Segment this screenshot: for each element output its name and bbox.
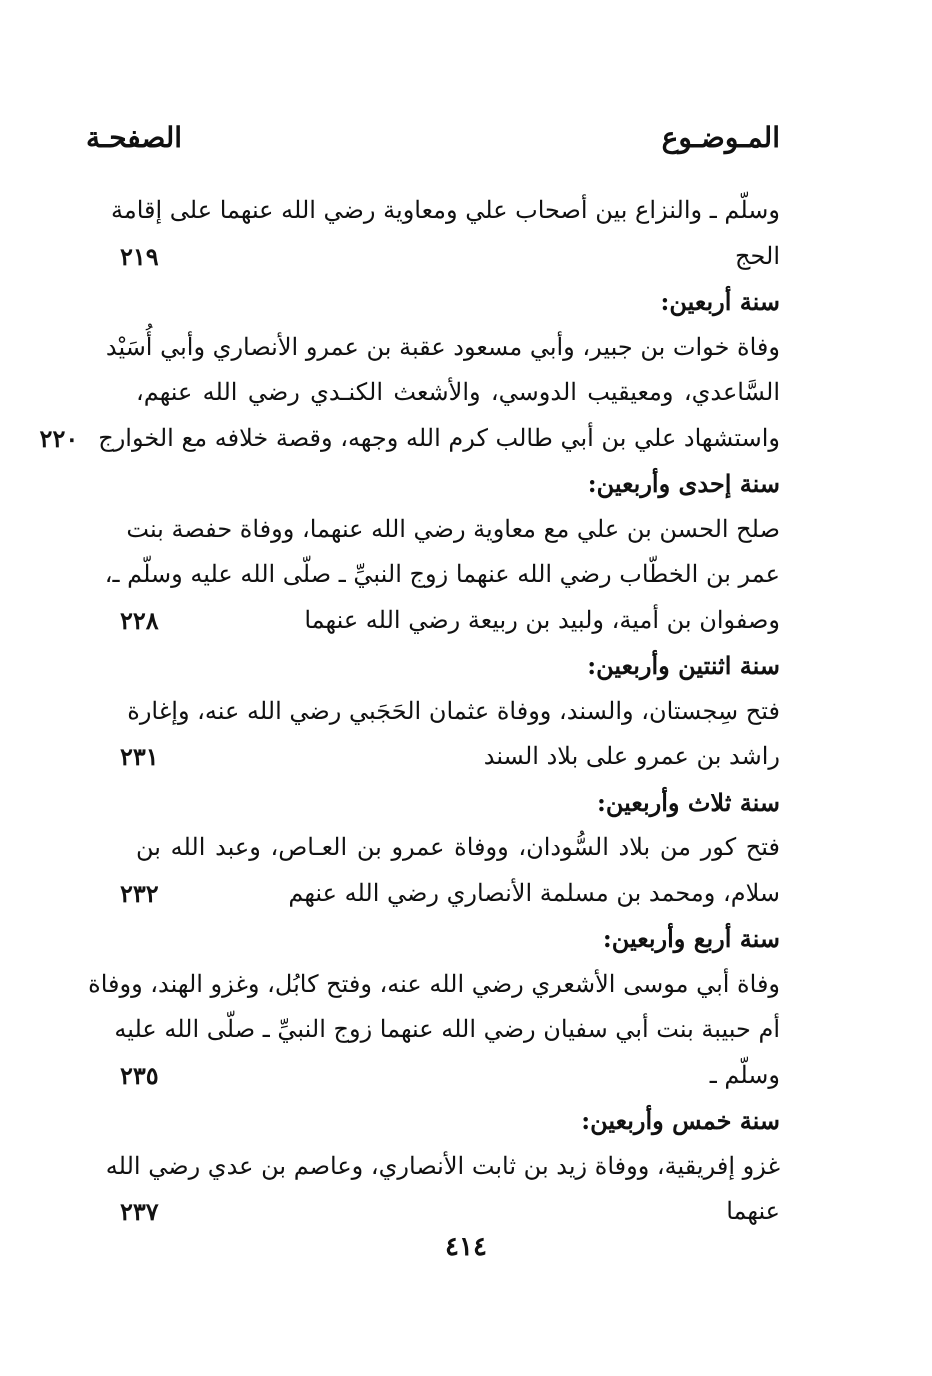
text-line: أم حبيبة بنت أبي سفيان رضي الله عنهما زوج النبيِّ ـ صلّى الله عليه [114,1015,780,1043]
year-heading: سنة ثلاث وأربعين: [597,787,780,817]
dot-leader [169,1200,717,1224]
dot-leader [169,244,725,268]
toc-page-number: ٢٢٨ [120,605,159,635]
toc-entry [120,1053,780,1099]
year-heading: سنة أربع وأربعين: [602,924,780,953]
toc-page-number: ٢٢٠ [39,423,79,453]
toc-entry [120,234,780,280]
text-line: فتح سِجستان، والسند، ووفاة عثمان الحَجَبي رضي الله عنه، وإغارة [127,696,780,725]
page-number: ٤١٤ [445,1232,487,1262]
toc-entry-text: وسلّم ـ [709,1060,780,1089]
year-heading: سنة أربعين: [660,287,780,316]
toc-entry-text: وصفوان بن أمية، ولبيد بن ربيعة رضي الله عنهما [304,605,780,634]
text-line: وفاة خوات بن جبير، وأبي مسعود عقبة بن عمرو الأنصاري وأبي أُسَيْد [105,332,780,361]
dot-leader [169,1063,700,1087]
table-of-contents [39,188,780,1235]
toc-entry [39,416,780,462]
year-heading: سنة خمس وأربعين: [581,1106,780,1135]
toc-entry-text: واستشهاد علي بن أبي طالب كرم الله وجهه، وقصة خلافه مع الخوارج [98,423,780,452]
toc-page-number: ٢٣٢ [120,878,159,908]
toc-page-number: ٢٣٥ [120,1060,159,1090]
text-line: غزو إفريقية، ووفاة زيد بن ثابت الأنصاري، وعاصم بن عدي رضي الله [105,1151,780,1180]
page-column-label: الصفحـة [86,120,183,154]
toc-page-number: ٢٣١ [120,742,159,771]
column-header [86,112,780,162]
toc-entry [120,598,780,644]
toc-entry [120,871,780,917]
dot-leader [169,881,279,905]
text-line: عمر بن الخطّاب رضي الله عنهما زوج النبيِّ ـ صلّى الله عليه وسلّم ـ، [104,560,780,588]
text-line: صلح الحسن بن علي مع معاوية رضي الله عنهما، ووفاة حفصة بنت [126,514,780,543]
toc-page-number: ٢٣٧ [120,1197,159,1226]
toc-entry [120,1189,780,1235]
text-line: فتح كور من بلاد السُّودان، ووفاة عمرو بن العـاص، وعبد الله بن [136,833,780,861]
toc-entry-text: راشد بن عمرو على بلاد السند [483,742,780,770]
toc-entry-text: عنهما [726,1197,780,1225]
topic-column-label: المـوضـوع [661,120,780,154]
toc-entry-text: الحج [735,241,780,270]
text-line: وفاة أبي موسى الأشعري رضي الله عنه، وفتح كابُل، وغزو الهند، ووفاة [88,969,780,998]
toc-page-number: ٢١٩ [120,241,159,271]
text-line: السَّاعدي، ومعيقيب الدوسي، والأشعث الكنـدي رضي الله عنهم، [136,378,780,406]
dot-leader [169,608,295,632]
year-heading: سنة اثنتين وأربعين: [587,651,780,680]
year-heading: سنة إحدى وأربعين: [587,469,780,498]
text-line: وسلّم ـ والنزاع بين أصحاب علي ومعاوية رضي الله عنهما على إقامة [110,196,780,224]
dot-leader [169,745,474,769]
toc-entry [120,734,780,780]
toc-entry-text: سلام، ومحمد بن مسلمة الأنصاري رضي الله عنهم [288,878,780,907]
